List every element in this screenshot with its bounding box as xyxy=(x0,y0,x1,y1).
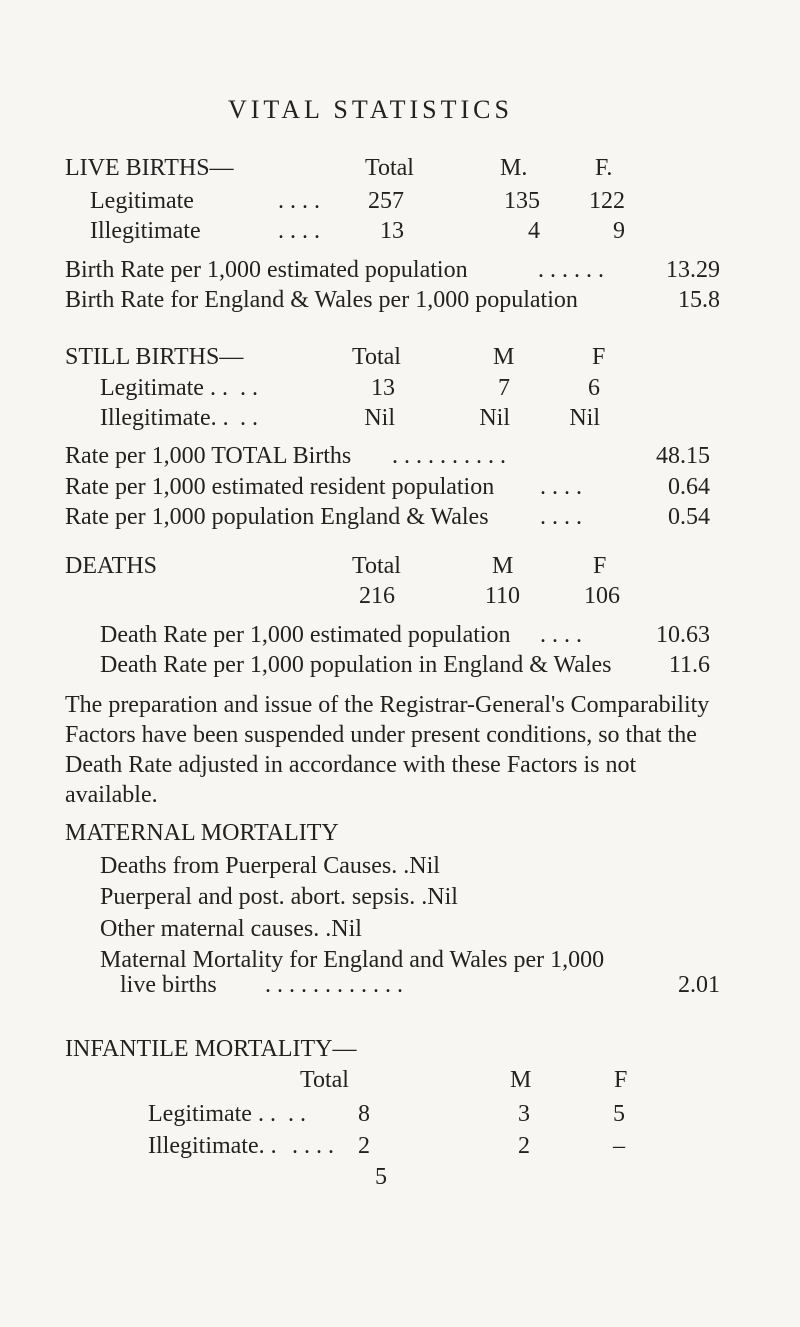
col-header-m: M xyxy=(492,553,514,579)
cell-m: 4 xyxy=(528,218,540,244)
rate-value: 15.8 xyxy=(678,287,720,313)
row-label: Legitimate xyxy=(90,188,194,214)
maternal-heading: MATERNAL MORTALITY xyxy=(65,820,339,846)
leader-dots: . . . . . . . . . . xyxy=(392,443,506,469)
leader-dots: . . . . xyxy=(278,188,320,214)
cell-total: 2 xyxy=(358,1133,370,1159)
leader-dots: . . . . xyxy=(292,1133,334,1159)
cell-f: 122 xyxy=(589,188,625,214)
rate-value: 0.54 xyxy=(668,504,710,530)
row-label: Legitimate . . xyxy=(100,375,228,401)
maternal-line: Maternal Mortality for England and Wales per 1,000 xyxy=(100,947,605,973)
leader-dots: . . xyxy=(240,375,258,401)
leader-dots: . . . . xyxy=(540,474,582,500)
cell-total: Nil xyxy=(364,405,395,431)
maternal-line: Deaths from Puerperal Causes. .Nil xyxy=(100,853,440,879)
rate-label: Rate per 1,000 TOTAL Births xyxy=(65,443,352,469)
cell-total: 13 xyxy=(380,218,404,244)
cell-f: 6 xyxy=(588,375,600,401)
rate-value: 0.64 xyxy=(668,474,710,500)
cell-total: 216 xyxy=(359,583,395,609)
cell-f: 5 xyxy=(613,1101,625,1127)
leader-dots: . . . . . . . . . . . . xyxy=(265,972,403,998)
rate-label: Death Rate per 1,000 population in England & Wales xyxy=(100,652,612,678)
still-births-heading: STILL BIRTHS— xyxy=(65,344,244,370)
rate-label: Birth Rate per 1,000 estimated population xyxy=(65,257,468,283)
rate-value: 13.29 xyxy=(666,257,720,283)
page-number: 5 xyxy=(375,1164,387,1190)
cell-total: 8 xyxy=(358,1101,370,1127)
rate-label: Birth Rate for England & Wales per 1,000 population xyxy=(65,287,578,313)
cell-f: Nil xyxy=(569,405,600,431)
cell-f: 106 xyxy=(584,583,620,609)
rate-value: 48.15 xyxy=(656,443,710,469)
leader-dots: . . . . . . xyxy=(538,257,604,283)
col-header-m: M xyxy=(510,1067,532,1093)
leader-dots: . . xyxy=(240,405,258,431)
row-label: Illegitimate xyxy=(90,218,201,244)
col-header-total: Total xyxy=(352,344,401,370)
cell-m: 7 xyxy=(498,375,510,401)
cell-f: 9 xyxy=(613,218,625,244)
page-title: VITAL STATISTICS xyxy=(228,95,513,124)
row-label: Legitimate . . xyxy=(148,1101,276,1127)
row-label: Illegitimate. . xyxy=(100,405,229,431)
leader-dots: . . xyxy=(288,1101,306,1127)
col-header-f: F xyxy=(614,1067,628,1093)
row-label: Illegitimate. . xyxy=(148,1133,277,1159)
leader-dots: . . . . xyxy=(540,622,582,648)
col-header-m: M. xyxy=(500,155,528,181)
cell-total: 257 xyxy=(368,188,404,214)
leader-dots: . . . . xyxy=(540,504,582,530)
col-header-f: F. xyxy=(595,155,613,181)
col-header-m: M xyxy=(493,344,515,370)
maternal-line: live births xyxy=(120,972,217,998)
cell-m: 2 xyxy=(518,1133,530,1159)
deaths-heading: DEATHS xyxy=(65,553,158,579)
rate-value: 10.63 xyxy=(656,622,710,648)
rate-label: Death Rate per 1,000 estimated population xyxy=(100,622,511,648)
col-header-total: Total xyxy=(300,1067,349,1093)
cell-m: 135 xyxy=(504,188,540,214)
cell-m: 110 xyxy=(484,583,520,609)
leader-dots: . . . . xyxy=(278,218,320,244)
cell-m: Nil xyxy=(479,405,510,431)
rate-label: Rate per 1,000 estimated resident population xyxy=(65,474,495,500)
live-births-heading: LIVE BIRTHS— xyxy=(65,155,234,181)
col-header-total: Total xyxy=(352,553,401,579)
cell-f: – xyxy=(613,1133,625,1159)
cell-m: 3 xyxy=(518,1101,530,1127)
col-header-f: F xyxy=(592,344,606,370)
rate-label: Rate per 1,000 population England & Wales xyxy=(65,504,489,530)
col-header-total: Total xyxy=(365,155,414,181)
body-paragraph: The preparation and issue of the Registrar-General's Comparability Factors have been suspended under present conditions, so that the Death Rate adjusted in accordance with these Factors is not available. xyxy=(65,692,710,808)
maternal-line: Other maternal causes. .Nil xyxy=(100,916,362,942)
col-header-f: F xyxy=(593,553,607,579)
rate-value: 2.01 xyxy=(678,972,720,998)
infantile-heading: INFANTILE MORTALITY— xyxy=(65,1036,357,1062)
rate-value: 11.6 xyxy=(668,652,710,678)
cell-total: 13 xyxy=(371,375,395,401)
maternal-line: Puerperal and post. abort. sepsis. .Nil xyxy=(100,884,458,910)
